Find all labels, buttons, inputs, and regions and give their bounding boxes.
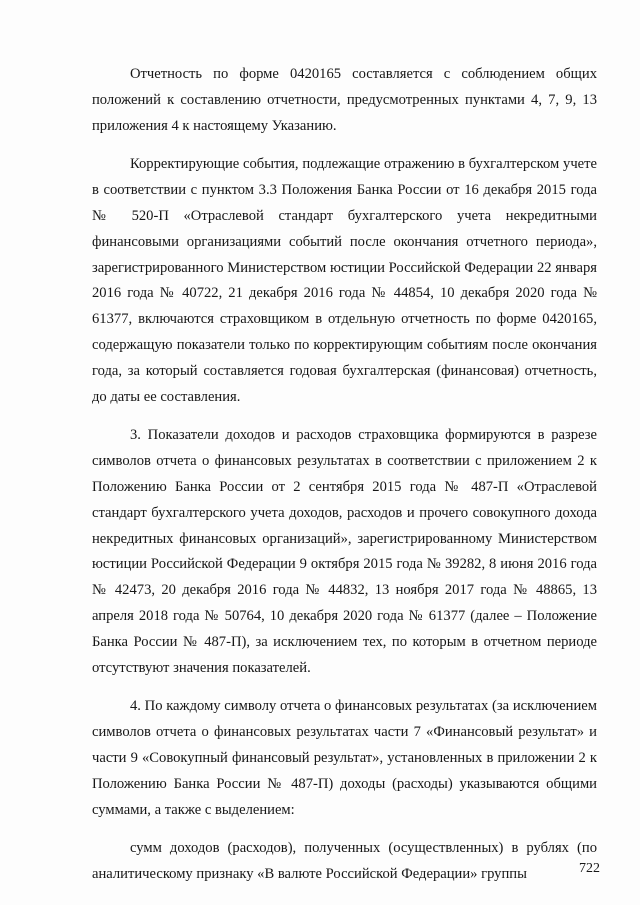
paragraph-reporting-form: Отчетность по форме 0420165 составляется с соблюдением общих положений к составлению отчетности, предусмотренных пунктами 4, 7, 9, 13 приложения 4 к настоящему Указанию. <box>92 66 597 134</box>
paragraph-ruble-amounts: сумм доходов (расходов), полученных (осуществленных) в рублях (по аналитическому признаку «В валюте Российской Федерации» группы <box>92 840 597 883</box>
paragraph-item-4: 4. По каждому символу отчета о финансовых результатах (за исключением символов отчета о финансовых результатах части 7 «Финансовый результат» и части 9 «Совокупный финансовый результат», установленных в приложении 2 к Положению Банка России № 487-П) доходы (расходы) указываются общими суммами, а также с выделением: <box>92 698 597 818</box>
document-body <box>92 62 597 888</box>
page-number: 722 <box>579 861 600 876</box>
paragraph-corrective-events: Корректирующие события, подлежащие отражению в бухгалтерском учете в соответствии с пунктом 3.3 Положения Банка России от 16 декабря 2015 года № 520-П «Отраслевой стандарт бухгалтерского учета некредитными финансовыми организациями событий после окончания отчетного периода», зарегистрированного Министерством юстиции Российской Федерации 22 января 2016 года № 40722, 21 декабря 2016 года № 44854, 10 декабря 2020 года № 61377, включаются страховщиком в отдельную отчетность по форме 0420165, содержащую показатели только по корректирующим событиям после окончания года, за который составляется годовая бухгалтерская (финансовая) отчетность, до даты ее составления. <box>92 156 597 405</box>
paragraph-item-3: 3. Показатели доходов и расходов страховщика формируются в разрезе символов отчета о финансовых результатах в соответствии с приложением 2 к Положению Банка России от 2 сентября 2015 года № 487-П «Отраслевой стандарт бухгалтерского учета доходов, расходов и прочего совокупного дохода некредитных финансовых организаций», зарегистрированному Министерством юстиции Российской Федерации 9 октября 2015 года № 39282, 8 июня 2016 года № 42473, 20 декабря 2016 года № 44832, 13 ноября 2017 года № 48865, 13 апреля 2018 года № 50764, 10 декабря 2020 года № 61377 (далее – Положение Банка России № 487-П), за исключением тех, по которым в отчетном периоде отсутствуют значения показателей. <box>92 427 597 676</box>
